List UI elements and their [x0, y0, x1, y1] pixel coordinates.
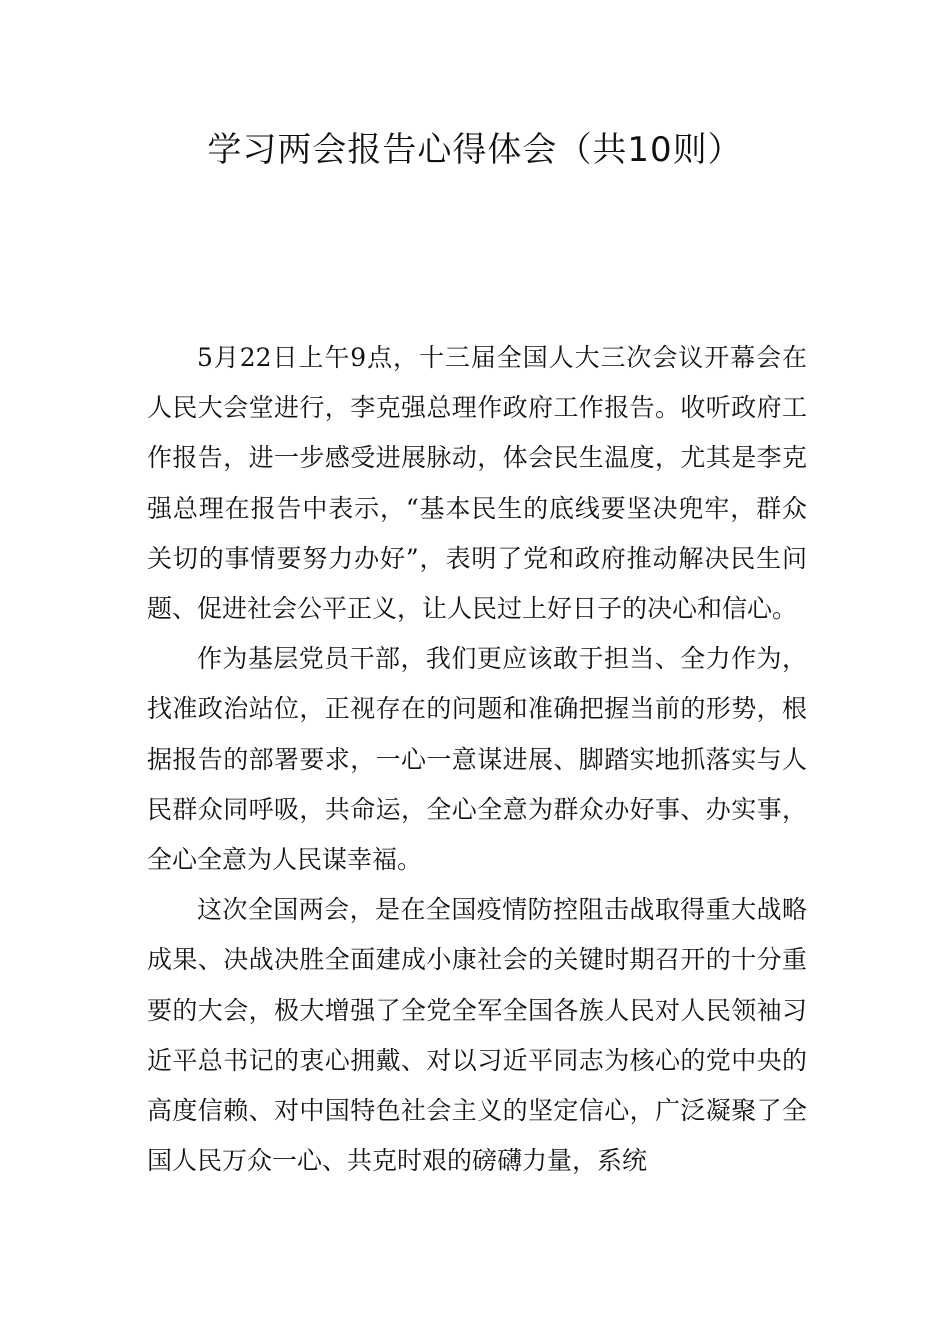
document-body [147, 333, 807, 1186]
document-title: 学习两会报告心得体会（共10则） [207, 130, 743, 170]
paragraph-3: 这次全国两会，是在全国疫情防控阻击战取得重大战略成果、决战决胜全面建成小康社会的关键时期召开的十分重要的大会，极大增强了全党全军全国各族人民对人民领袖习近平总书记的衷心拥戴、对以习近平同志为核心的党中央的高度信赖、对中国特色社会主义的坚定信心，广泛凝聚了全国人民万众一心、共克时艰的磅礴力量，系统 [147, 895, 807, 1176]
paragraph-1: 5月22日上午9点，十三届全国人大三次会议开幕会在人民大会堂进行，李克强总理作政府工作报告。收听政府工作报告，进一步感受进展脉动，体会民生温度，尤其是李克强总理在报告中表示，“基本民生的底线要坚决兜牢，群众关切的事情要努力办好”，表明了党和政府推动解决民生问题、促进社会公平正义，让人民过上好日子的决心和信心。 [147, 343, 807, 624]
paragraph-2: 作为基层党员干部，我们更应该敢于担当、全力作为，找准政治站位，正视存在的问题和准确把握当前的形势，根据报告的部署要求，一心一意谋进展、脚踏实地抓落实与人民群众同呼吸，共命运，全心全意为群众办好事、办实事，全心全意为人民谋幸福。 [147, 644, 807, 875]
